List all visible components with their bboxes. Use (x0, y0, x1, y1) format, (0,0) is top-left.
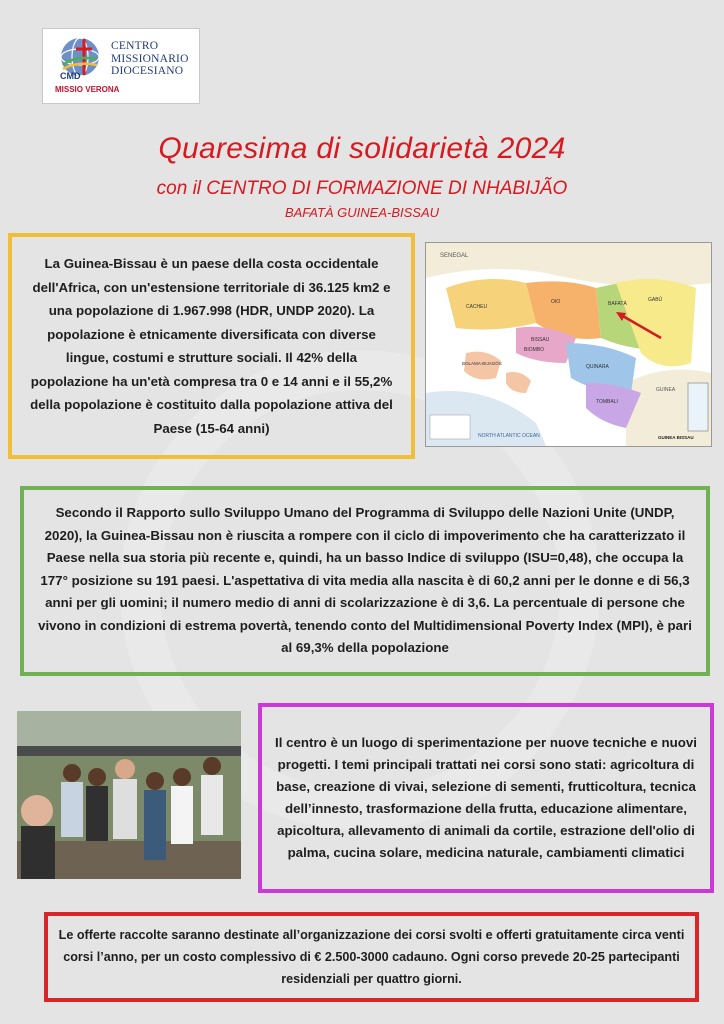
group-photo (17, 711, 241, 879)
group-photo-illustration (17, 711, 241, 879)
organization-logo (42, 28, 200, 104)
page-location: BAFATÀ GUINEA-BISSAU (284, 205, 440, 220)
emblem-text: CMD (60, 71, 81, 81)
offer-text: Le offerte raccolte saranno destinate all’organizzazione dei corsi svolti e offerti gratuitamente circa venti corsi l’anno, per un costo complessivo di € 2.500-3000 cadauno. Ogni corso prevede 20-25 partecipanti residenziali per quattro giorni. (58, 928, 685, 986)
centre-box (258, 703, 714, 893)
map-label-oio: OIO (551, 299, 561, 305)
logo-line-2: MISSIONARIO (111, 52, 189, 65)
map-label-ocean: NORTH ATLANTIC OCEAN (478, 433, 540, 439)
centre-text: Il centro è un luogo di sperimentazione per nuove tecniche e nuovi progetti. I temi principali trattati nei corsi sono stati: agricoltura di base, creazione di vivai, selezione di sementi, frutticoltura, tecnica dell’innesto, trasformazione della frutta, educazione alimentare, apicoltura, allevamento di animali da cortile, estrazione dell'olio di palma, cucina solare, medicina naturale, cambiamenti climatici (275, 735, 697, 860)
map-label-bafata: BAFATÁ (608, 301, 627, 307)
logo-subtitle: MISSIO VERONA (55, 85, 120, 94)
page-subtitle: con il CENTRO DI FORMAZIONE DI NHABIJÃO (156, 178, 568, 199)
logo-line-1: CENTRO (111, 40, 159, 52)
cacheu-region (446, 279, 536, 330)
guinea-bissau-map (425, 242, 712, 447)
map-label-guinea: GUINEA (656, 387, 676, 393)
offer-box (44, 912, 699, 1002)
map-label-biombo: BIOMBO (524, 347, 545, 353)
map-label-bolama: BOLAMA-BIJAGÓS (462, 361, 502, 366)
page-title: Quaresima di solidarietà 2024 (158, 132, 566, 165)
map-inset (688, 383, 708, 431)
undp-box (20, 486, 710, 676)
logo-text (111, 40, 201, 78)
map-label-tombali: TOMBALI (596, 399, 618, 405)
map-label-senegal: SENEGAL (440, 253, 469, 259)
map-label-gabu: GABÚ (648, 297, 663, 303)
globe-cross-emblem-icon (57, 35, 103, 81)
map-illustration (426, 243, 711, 446)
logo-line-3: DIOCESIANO (111, 65, 184, 77)
map-label-quinara: QUINARA (586, 364, 609, 370)
intro-box (8, 233, 415, 459)
undp-text: Secondo il Rapporto sullo Sviluppo Umano del Programma di Sviluppo delle Nazioni Unite (UNDP, 2020), la Guinea-Bissau non è riuscita a rompere con il ciclo di impoverimento che ha caratterizzato il Paese nella sua storia più recente e, quindi, ha un basso Indice di sviluppo (ISU=0,48), che occupa la 177° posizione su 191 paesi. L'aspettativa di vita media alla nascita è di 60,2 anni per le donne e di 56,3 anni per gli uomini; il numero medio di anni di scolarizzazione è di 3,6. La percentuale di persone che vivono in condizioni di estrema povertà, tenendo conto del Multidimensional Poverty Index (MPI), è pari al 69,3% della popolazione (38, 505, 692, 656)
intro-text: La Guinea-Bissau è un paese della costa occidentale dell'Africa, con un'estensione territoriale di 36.125 km2 e una popolazione di 1.967.998 (HDR, UNDP 2020). La popolazione è etnicamente diversificata con diverse lingue, costumi e strutture sociali. Il 42% della popolazione ha un'età compresa tra 0 e 14 anni e il 55,2% della popolazione è costituito dalla popolazione attiva del Paese (15-64 anni) (30, 256, 393, 436)
map-label-bissau: BISSAU (531, 337, 550, 343)
map-legend (430, 415, 470, 439)
map-inset-label: GUINEA BISSAU (658, 435, 694, 440)
map-label-cacheu: CACHEU (466, 304, 488, 310)
